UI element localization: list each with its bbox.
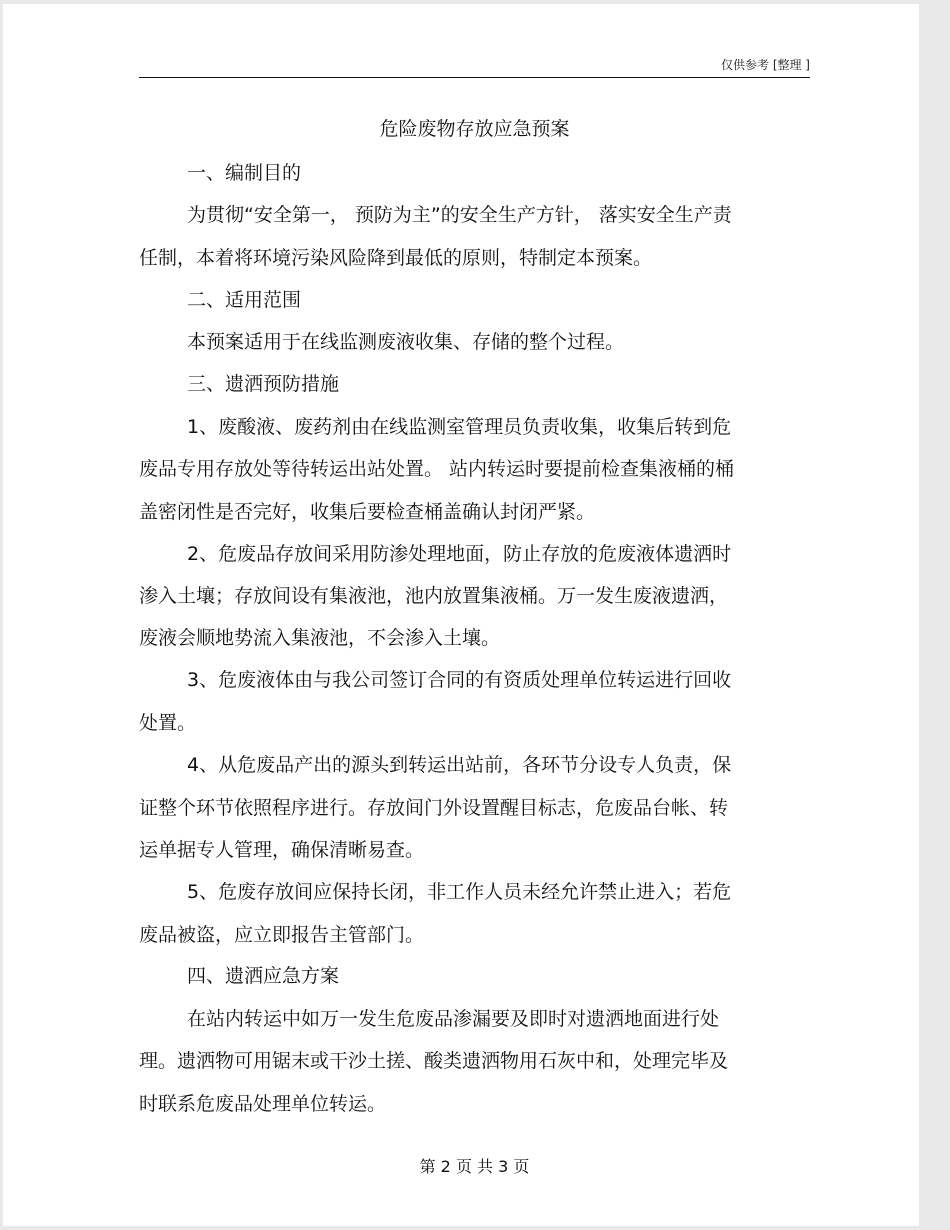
paragraph-line: 废液会顺地势流入集液池，不会渗入土壤。 (139, 627, 501, 649)
paragraph-line: 4、从危废品产出的源头到转运出站前，各环节分设专人负责，保 (187, 754, 732, 776)
paragraph-line: 理。遗洒物可用锯末或干沙土搓、酸类遗洒物用石灰中和，处理完毕及 (139, 1050, 729, 1072)
paragraph-line: 为贯彻“安全第一， 预防为主”的安全生产方针， 落实安全生产责 (187, 204, 732, 226)
paragraph-line: 3、危废液体由与我公司签订合同的有资质处理单位转运进行回收 (187, 669, 732, 691)
paragraph-line: 时联系危废品处理单位转运。 (139, 1093, 387, 1115)
paragraph-line: 运单据专人管理，确保清晰易查。 (139, 839, 425, 861)
paragraph-line: 证整个环节依照程序进行。存放间门外设置醒目标志，危废品台帐、转 (139, 797, 729, 819)
paragraph-line: 5、危废存放间应保持长闭，非工作人员未经允许禁止进入；若危 (187, 881, 732, 903)
paragraph-line: 1、废酸液、废药剂由在线监测室管理员负责收集，收集后转到危 (187, 416, 732, 438)
section-heading-purpose: 一、编制目的 (187, 162, 302, 184)
paragraph-line: 处置。 (139, 712, 197, 734)
paragraph-line: 任制，本着将环境污染风险降到最低的原则，特制定本预案。 (139, 247, 653, 269)
paragraph-line: 2、危废品存放间采用防渗处理地面，防止存放的危废液体遗洒时 (187, 543, 732, 565)
section-heading-emergency: 四、遗洒应急方案 (187, 965, 340, 987)
document-page (3, 4, 919, 1226)
paragraph-line: 本预案适用于在线监测废液收集、存储的整个过程。 (187, 331, 625, 353)
document-title: 危险废物存放应急预案 (379, 118, 570, 140)
page-number: 第 2 页 共 3 页 (419, 1157, 530, 1176)
paragraph-line: 盖密闭性是否完好，收集后要检查桶盖确认封闭严紧。 (139, 501, 596, 523)
paragraph-line: 渗入土壤；存放间设有集液池，池内放置集液桶。万一发生废液遗洒， (139, 585, 729, 607)
header-note: 仅供参考 [整理 ] (721, 58, 810, 72)
header-divider (139, 77, 810, 78)
section-heading-scope: 二、适用范围 (187, 289, 302, 311)
section-heading-prevention: 三、遗洒预防措施 (187, 373, 340, 395)
paragraph-line: 废品专用存放处等待转运出站处置。 站内转运时要提前检查集液桶的桶 (139, 458, 735, 480)
paragraph-line: 废品被盗，应立即报告主管部门。 (139, 924, 425, 946)
paragraph-line: 在站内转运中如万一发生危废品渗漏要及即时对遗洒地面进行处 (187, 1008, 720, 1030)
